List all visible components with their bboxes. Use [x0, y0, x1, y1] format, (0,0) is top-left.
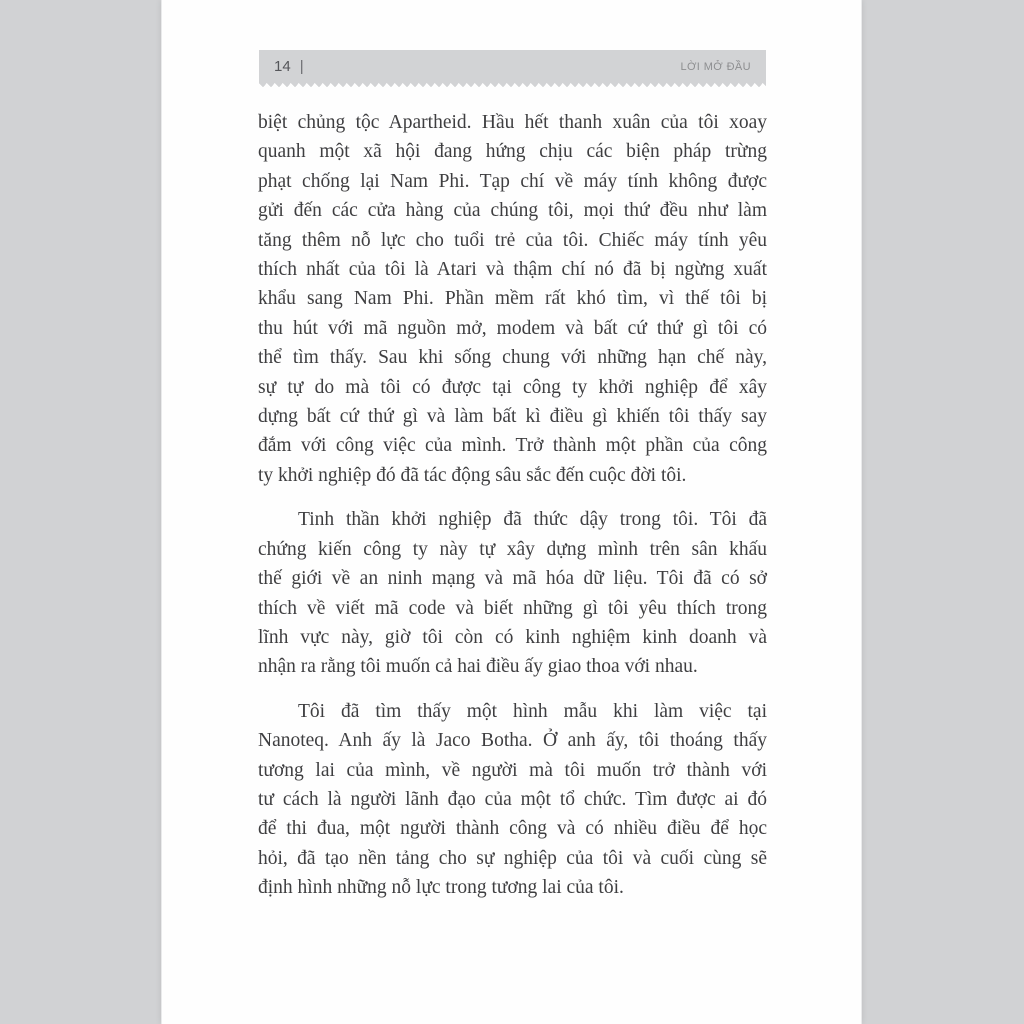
- text-line: hỏi, đã tạo nền tảng cho sự nghiệp của tôi và cuối cùng sẽ: [258, 847, 767, 869]
- text-line: ty khởi nghiệp đó đã tác động sâu sắc đến cuộc đời tôi.: [258, 464, 687, 486]
- text-line: Nanoteq. Anh ấy là Jaco Botha. Ở anh ấy, tôi thoáng thấy: [258, 730, 767, 752]
- text-line: thích về viết mã code và biết những gì tôi yêu thích trong: [258, 597, 767, 619]
- page-number-divider: |: [299, 58, 304, 75]
- text-line: Tôi đã tìm thấy một hình mẫu khi làm việc tại: [298, 700, 767, 722]
- text-line: khẩu sang Nam Phi. Phần mềm rất khó tìm, vì thế tôi bị: [258, 288, 767, 310]
- text-line: biệt chủng tộc Apartheid. Hầu hết thanh xuân của tôi xoay: [258, 112, 767, 133]
- text-line: quanh một xã hội đang hứng chịu các biện pháp trừng: [258, 141, 767, 163]
- text-line: định hình những nỗ lực trong tương lai của tôi.: [258, 877, 624, 899]
- text-line: tăng thêm nỗ lực cho tuổi trẻ của tôi. Chiếc máy tính yêu: [258, 229, 767, 251]
- perforated-edge: [259, 83, 766, 87]
- text-line: dựng bất cứ thứ gì và làm bất kì điều gì khiến tôi thấy say: [258, 406, 767, 428]
- text-line: lĩnh vực này, giờ tôi còn có kinh nghiệm kinh doanh và: [258, 626, 767, 648]
- text-line: phạt chống lại Nam Phi. Tạp chí về máy tính không được: [258, 170, 767, 192]
- text-line: để thi đua, một người thành công và có nhiều điều để học: [258, 818, 767, 840]
- text-line: thích nhất của tôi là Atari và thậm chí nó đã bị ngừng xuất: [258, 259, 767, 281]
- section-title: LỜI MỞ ĐẦU: [680, 60, 751, 73]
- text-line: tư cách là người lãnh đạo của một tổ chức. Tìm được ai đó: [258, 788, 767, 810]
- text-line: nhận ra rằng tôi muốn cả hai điều ấy giao thoa với nhau.: [258, 656, 698, 678]
- body-text: [258, 108, 767, 903]
- text-line: đắm với công việc của mình. Trở thành một phần của công: [258, 435, 767, 457]
- text-line: sự tự do mà tôi có được tại công ty khởi nghiệp để xây: [258, 376, 767, 398]
- text-line: tương lai của mình, về người mà tôi muốn trở thành với: [258, 759, 767, 781]
- text-line: thu hút với mã nguồn mở, modem và bất cứ thứ gì tôi có: [258, 317, 767, 339]
- paragraph-1: [258, 108, 767, 490]
- page-header-bar: [259, 50, 766, 83]
- paragraph-2: [258, 505, 767, 681]
- text-line: thế giới về an ninh mạng và mã hóa dữ liệu. Tôi đã có sở: [258, 568, 767, 590]
- paragraph-3: [258, 697, 767, 903]
- page-number: 14: [274, 58, 291, 75]
- text-line: gửi đến các cửa hàng của chúng tôi, mọi thứ đều như làm: [258, 200, 767, 222]
- text-line: chứng kiến công ty này tự xây dựng mình trên sân khấu: [258, 538, 767, 560]
- page-number-group: [274, 58, 304, 75]
- text-line: Tinh thần khởi nghiệp đã thức dậy trong tôi. Tôi đã: [298, 509, 767, 531]
- book-page: [161, 0, 862, 1024]
- text-line: thể tìm thấy. Sau khi sống chung với những hạn chế này,: [258, 347, 767, 369]
